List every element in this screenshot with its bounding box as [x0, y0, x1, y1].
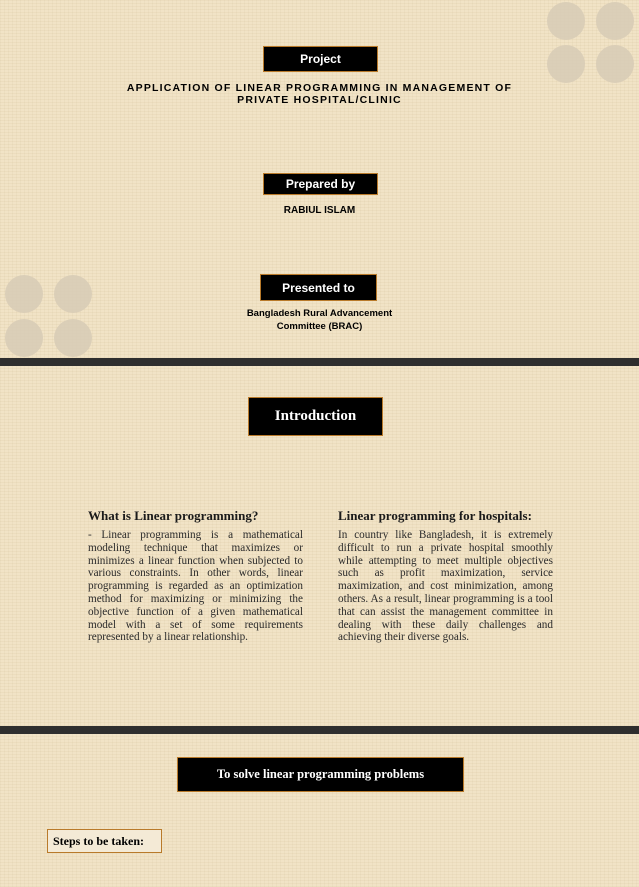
- decorative-circle: [547, 2, 585, 40]
- author-name: RABIUL ISLAM: [283, 205, 356, 216]
- what-is-lp-title: What is Linear programming?: [88, 508, 259, 523]
- project-label: Project: [300, 52, 341, 66]
- introduction-heading: Introduction: [274, 408, 357, 424]
- decorative-circle: [596, 45, 634, 83]
- solve-lp-heading: To solve linear programming problems: [216, 767, 425, 781]
- presented-to-box: [260, 274, 377, 301]
- project-label-box: [263, 46, 378, 72]
- decorative-circle: [547, 45, 585, 83]
- prepared-by-label: Prepared by: [285, 177, 356, 191]
- project-title-line1: APPLICATION OF LINEAR PROGRAMMING IN MANAGEMENT OF: [126, 82, 513, 94]
- steps-label: Steps to be taken:: [53, 833, 145, 848]
- introduction-slide: [0, 366, 639, 726]
- prepared-by-box: [263, 173, 378, 195]
- lp-for-hospitals-body: In country like Bangladesh, it is extremely difficult to run a private hospital smoothly while attempting to meet multiple objectives such as profit maximization, service maximization, and cost minimization, among others. As a result, linear programming is a tool that can assist the management committee in dealing with these daily challenges and achieving their diverse goals.: [338, 529, 553, 644]
- project-title-line2: PRIVATE HOSPITAL/CLINIC: [237, 94, 402, 106]
- what-is-lp-body: - Linear programming is a mathematical modeling technique that maximizes or minimizes a linear function when subjected to various constraints. In other words, linear programming is regarded as an optimization method for maximizing or minimizing the objective function of a given mathematical model with a set of some requirements represented by a linear relationship.: [88, 529, 303, 644]
- decorative-circle: [596, 2, 634, 40]
- organization-line2: Committee (BRAC): [276, 321, 363, 332]
- title-slide: [0, 0, 639, 358]
- introduction-heading-box: [248, 397, 383, 436]
- solve-lp-slide: [0, 734, 639, 887]
- lp-for-hospitals-title: Linear programming for hospitals:: [338, 508, 532, 523]
- organization-line1: Bangladesh Rural Advancement: [246, 308, 393, 319]
- solve-lp-heading-box: [177, 757, 464, 792]
- presented-to-label: Presented to: [282, 280, 355, 295]
- steps-label-box: [47, 829, 162, 853]
